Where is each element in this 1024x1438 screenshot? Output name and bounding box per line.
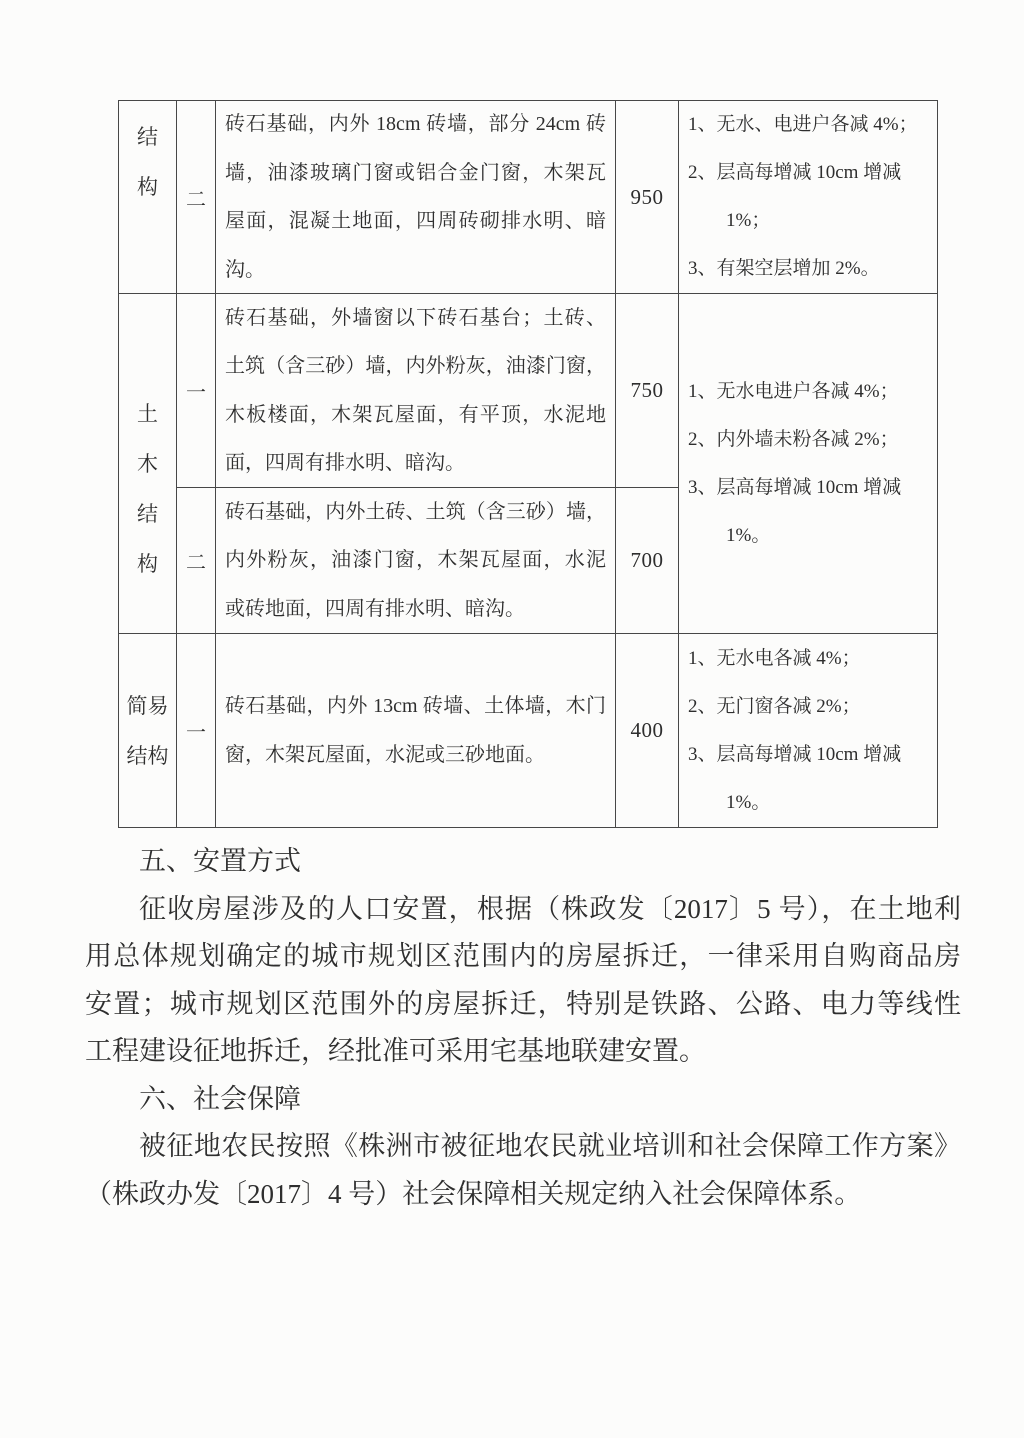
text-line: 砖石基础，外墙窗以下砖石基台；土砖、	[225, 306, 606, 329]
text-line: 或砖地面，四周有排水明、暗沟。	[225, 597, 525, 620]
text-line: 窗，木架瓦屋面，水泥或三砂地面。	[225, 743, 545, 766]
text-line: 3、层高每增减 10cm 增减	[688, 743, 902, 765]
text-line: 1%。	[688, 524, 771, 546]
text-line: 2、无门窗各减 2%；	[688, 695, 861, 717]
price-cell-row1: 950	[616, 101, 679, 294]
grade-cell-row2: 一	[177, 294, 216, 488]
grade-cell-row3: 二	[177, 488, 216, 634]
grade-cell-row1: 二	[177, 101, 216, 294]
text-line: 2、层高每增减 10cm 增减	[688, 162, 902, 183]
description-cell-row4	[216, 634, 616, 827]
compensation-standards-table	[118, 100, 938, 828]
price-cell-row2: 750	[616, 294, 679, 488]
text-line: 木	[137, 451, 158, 476]
text-line: 1、无水、电进户各减 4%；	[688, 114, 918, 135]
text-line: 沟。	[225, 258, 265, 281]
body-text	[85, 838, 961, 1218]
text-line: 构	[137, 551, 158, 576]
text-line: 构	[137, 175, 158, 199]
text-line: 屋面，混凝土地面，四周砖砌排水明、暗	[225, 210, 606, 232]
text-line: 1、无水电进户各减 4%；	[688, 380, 899, 402]
text-line: 砖石基础，内外 18cm 砖墙，部分 24cm 砖	[225, 113, 606, 135]
text-line: 面，四周有排水明、暗沟。	[225, 452, 465, 474]
text-line: 木板楼面，木架瓦屋面，有平顶，水泥地	[225, 403, 606, 426]
description-cell-row1	[216, 101, 616, 294]
text-line: 工程建设征地拆迁，经批准可采用宅基地联建安置。	[85, 1036, 706, 1066]
text-line: 1%。	[688, 791, 771, 813]
text-line: 土	[137, 401, 158, 426]
text-line: 1、无水电各减 4%；	[688, 647, 861, 669]
text-line: 土筑（含三砂）墙，内外粉灰，油漆门窗，	[225, 355, 606, 377]
text-line: 砖石基础，内外 13cm 砖墙、土体墙，木门	[225, 695, 606, 717]
price-cell-row3: 700	[616, 488, 679, 634]
text-line: 2、内外墙未粉各减 2%；	[688, 428, 899, 450]
structure-label-cell-jianyi	[119, 634, 177, 827]
remarks-cell-row4	[679, 634, 937, 827]
structure-label-cell-tumu	[119, 294, 177, 634]
text-line: 砖石基础，内外土砖、土筑（含三砂）墙，	[225, 500, 606, 523]
paragraph-resettlement-method	[85, 886, 961, 1076]
grade-cell-row4: 一	[177, 634, 216, 827]
text-line: 结	[137, 501, 158, 526]
structure-label-cell-row1	[119, 101, 177, 294]
text-line: 3、有架空层增加 2%。	[688, 258, 880, 279]
text-line: 征收房屋涉及的人口安置，根据（株政发〔2017〕5 号），在土地利	[139, 893, 961, 924]
remarks-cell-tumu	[679, 294, 937, 634]
text-line: （株政办发〔2017〕4 号）社会保障相关规定纳入社会保障体系。	[85, 1178, 862, 1209]
text-line: 安置；城市规划区范围外的房屋拆迁，特别是铁路、公路、电力等线性	[85, 988, 961, 1019]
description-cell-row2	[216, 294, 616, 488]
text-line: 3、层高每增减 10cm 增减	[688, 476, 902, 498]
text-line: 结	[137, 125, 158, 149]
text-line: 1%；	[688, 210, 771, 231]
price-cell-row4: 400	[616, 634, 679, 827]
remarks-cell-row1	[679, 101, 937, 294]
text-line: 结构	[126, 743, 169, 768]
section-heading-six: 六、社会保障	[139, 1083, 301, 1114]
paragraph-social-security	[85, 1123, 961, 1218]
section-heading-five: 五、安置方式	[139, 846, 301, 876]
text-line: 被征地农民按照《株洲市被征地农民就业培训和社会保障工作方案》	[139, 1131, 961, 1161]
text-line: 用总体规划确定的城市规划区范围内的房屋拆迁，一律采用自购商品房	[85, 941, 961, 971]
text-line: 内外粉灰，油漆门窗，木架瓦屋面，水泥	[225, 549, 606, 572]
text-line: 简易	[126, 693, 169, 718]
text-line: 墙，油漆玻璃门窗或铝合金门窗，木架瓦	[225, 161, 606, 184]
description-cell-row3	[216, 488, 616, 634]
